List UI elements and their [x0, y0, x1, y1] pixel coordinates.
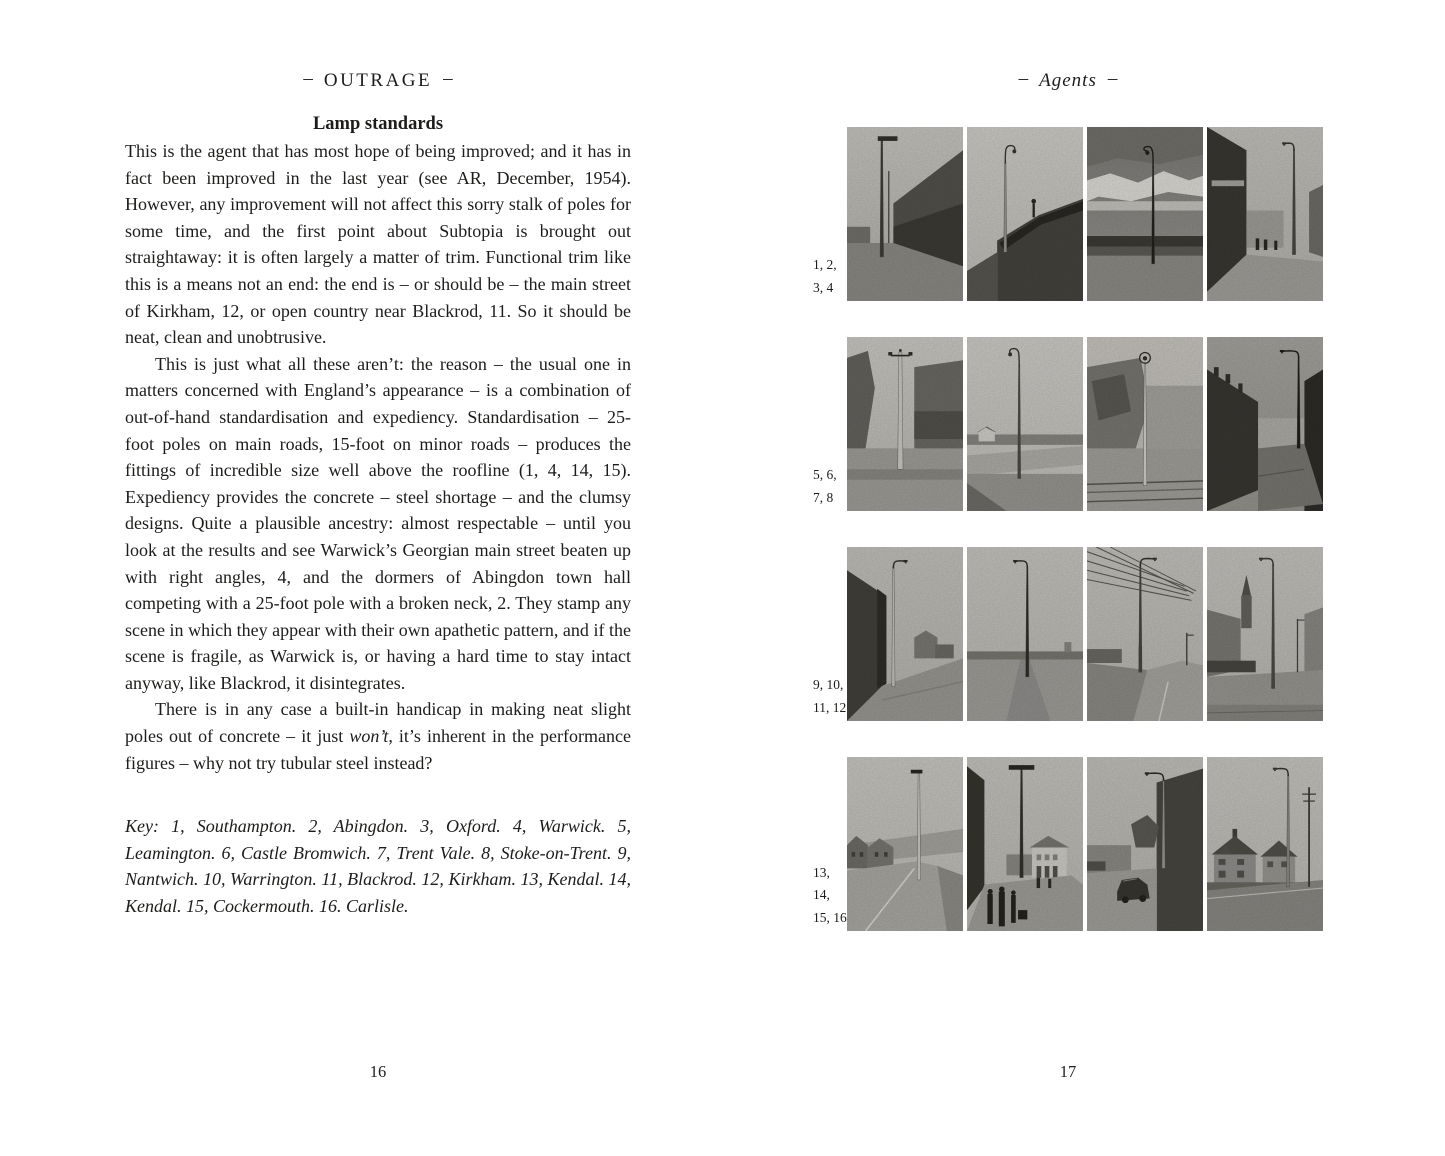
section-heading: Lamp standards: [312, 114, 444, 134]
paragraph-3: [125, 696, 631, 776]
plate-row-1: [813, 127, 1323, 301]
header-dash: –: [1107, 68, 1118, 89]
plate-photo-14-kendal: [967, 757, 1083, 931]
header-dash: –: [1018, 68, 1029, 89]
paragraph-3-italic-word: won’t: [349, 726, 389, 747]
plate-row-label: 13, 14, 15, 16: [813, 865, 847, 925]
left-page-header-title: OUTRAGE: [323, 70, 433, 91]
plate-photo-9-nantwich: [847, 547, 963, 721]
plate-row-photos: [847, 127, 1323, 301]
plate-photo-13-kendal: [847, 757, 963, 931]
plate-photo-8-stoke-on-trent: [1207, 337, 1323, 511]
paragraph-3-text: There is in any case a built-in handicap in making neat slight poles out of concrete – it just: [125, 699, 631, 747]
plate-row-label: 5, 6, 7, 8: [813, 467, 837, 505]
plate-row-label: 9, 10, 11, 12: [813, 677, 847, 715]
plate-photo-16-carlisle: [1207, 757, 1323, 931]
plate-photo-12-kirkham: [1207, 547, 1323, 721]
right-page-header: [813, 70, 1323, 92]
left-page-header: [125, 70, 631, 92]
plate-photo-2-abingdon: [967, 127, 1083, 301]
plates-grid: [813, 127, 1323, 967]
plate-row-photos: [847, 337, 1323, 511]
plate-photo-11-blackrod: [1087, 547, 1203, 721]
plate-photo-15-cockermouth: [1087, 757, 1203, 931]
body-text: [125, 138, 631, 920]
plate-row-photos: [847, 757, 1323, 931]
plate-row-4: [813, 757, 1323, 931]
plate-photo-5-leamington: [847, 337, 963, 511]
page-number-right: 17: [1059, 1062, 1077, 1081]
left-page: [125, 70, 631, 920]
plate-photo-7-trent-vale: [1087, 337, 1203, 511]
paragraph-3-text: , it’s inherent in the performance figures – why not try tubular steel instead?: [125, 726, 631, 773]
header-dash: –: [303, 68, 313, 89]
key-paragraph: Key: 1, Southampton. 2, Abingdon. 3, Oxford. 4, Warwick. 5, Leamington. 6, Castle Bromwich. 7, Trent Vale. 8, Stoke-on-Trent. 9, Nantwich. 10, Warrington. 11, Blackrod. 12, Kirkham. 13, Kendal. 14, Kendal. 15, Cockermouth. 16. Carlisle.: [125, 816, 631, 917]
plate-photo-4-warwick: [1207, 127, 1323, 301]
header-dash: –: [443, 68, 453, 89]
plate-photo-10-warrington: [967, 547, 1083, 721]
plate-photo-6-castle-bromwich: [967, 337, 1083, 511]
paragraph-1: This is the agent that has most hope of being improved; and it has in fact been improved in the last year (see AR, December, 1954). However, any improvement will not affect this sorry stalk of poles for some time, and the first point about Subtopia is brought out straightaway: it is often largely a matter of trim. Functional trim like this is a means not an end: the end is – or should be – the main street of Kirkham, 12, or open country near Blackrod, 11. So it should be neat, clean and unobtrusive.: [125, 141, 631, 348]
plate-row-photos: [847, 547, 1323, 721]
plate-row-2: [813, 337, 1323, 511]
plate-photo-1-southampton: [847, 127, 963, 301]
right-page-header-title: Agents: [1039, 70, 1097, 91]
plate-row-label: 1, 2, 3, 4: [813, 257, 837, 295]
page-number-left: 16: [369, 1062, 387, 1081]
plate-photo-3-oxford: [1087, 127, 1203, 301]
paragraph-2: This is just what all these aren’t: the reason – the usual one in matters concerned with England’s appearance – is a combination of out-of-hand standardisation and expediency. Standardisation – 25-foot poles on main roads, 15-foot on minor roads – produces the fittings of incredible size well above the roofline (1, 4, 14, 15). Expediency provides the concrete – steel shortage – and the clumsy designs. Quite a plausible ancestry: almost respectable – until you look at the results and see Warwick’s Georgian main street beaten up with right angles, 4, and the dormers of Abingdon town hall competing with a 25-foot pole with a broken neck, 2. They stamp any scene in which they appear with their own apathetic pattern, and if the scene is fragile, as Warwick is, or having a hard time to stay intact anyway, like Blackrod, it disintegrates.: [125, 353, 631, 693]
plate-row-3: [813, 547, 1323, 721]
